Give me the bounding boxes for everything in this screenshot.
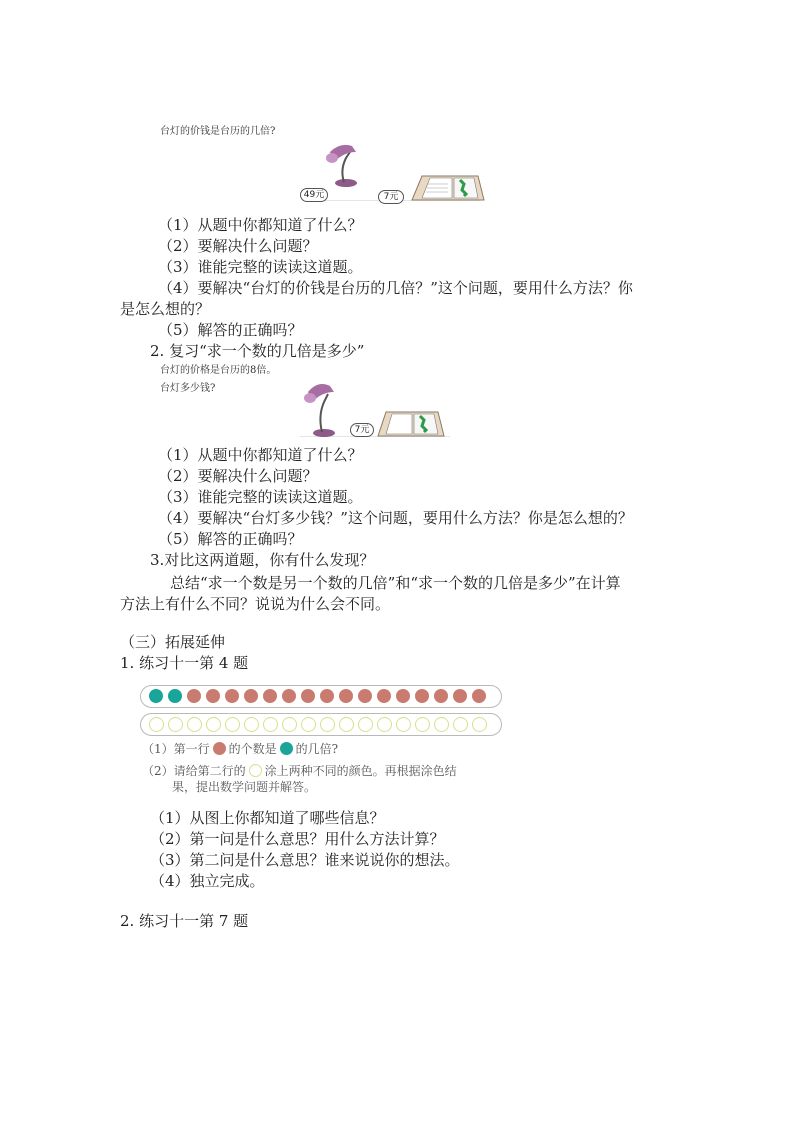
rose-bead	[415, 689, 429, 703]
empty-bead	[282, 717, 297, 732]
problem1-prompt: 台灯的价钱是台历的几倍?	[160, 126, 276, 137]
empty-bead-icon	[249, 764, 262, 777]
empty-bead	[263, 717, 278, 732]
teal-bead	[168, 689, 182, 703]
empty-bead	[453, 717, 468, 732]
question1-3: （3）谁能完整的读读这道题。	[158, 258, 363, 276]
empty-bead	[358, 717, 373, 732]
empty-bead	[225, 717, 240, 732]
question2-3: （3）谁能完整的读读这道题。	[158, 488, 363, 506]
empty-bead	[377, 717, 392, 732]
rose-bead	[282, 689, 296, 703]
question2-4: （4）要解决“台灯多少钱？”这个问题，要用什么方法？你是怎么想的？	[158, 509, 633, 527]
teal-bead	[149, 689, 163, 703]
empty-bead	[149, 717, 164, 732]
calendar-price-tag: 7元	[350, 423, 374, 437]
rose-bead	[453, 689, 467, 703]
figure-question-1-suffix: 的几倍?	[295, 742, 339, 756]
rose-bead	[206, 689, 220, 703]
calendar-icon	[408, 170, 488, 210]
empty-bead	[396, 717, 411, 732]
question3-3: （3）第二问是什么意思？谁来说说你的想法。	[150, 851, 460, 869]
figure-question-1-middle: 的个数是	[228, 742, 277, 756]
question2-1: （1）从题中你都知道了什么？	[158, 446, 363, 464]
empty-bead	[339, 717, 354, 732]
rose-bead	[472, 689, 486, 703]
empty-bead	[415, 717, 430, 732]
empty-bead	[206, 717, 221, 732]
lamp-price-tag: 49元	[300, 188, 328, 202]
exercise2-title: 2. 练习十一第 7 题	[120, 912, 249, 930]
empty-bead	[168, 717, 183, 732]
figure-question-1	[142, 740, 338, 758]
rose-bead-icon	[213, 742, 226, 755]
exercise1-title: 1. 练习十一第 4 题	[120, 654, 249, 672]
question1-1: （1）从题中你都知道了什么？	[158, 216, 363, 234]
rose-bead	[396, 689, 410, 703]
empty-bead	[187, 717, 202, 732]
figure-question-2-suffix: 涂上两种不同的颜色。再根据涂色结	[264, 764, 457, 778]
figure-question-1-prefix: （1）第一行	[142, 742, 210, 756]
question3-1: （1）从图上你都知道了哪些信息？	[150, 809, 385, 827]
rose-bead	[320, 689, 334, 703]
empty-bead	[320, 717, 335, 732]
summary-line1: 总结“求一个数是另一个数的几倍”和“求一个数的几倍是多少”在计算	[170, 574, 621, 592]
rose-bead	[377, 689, 391, 703]
calendar-icon	[376, 408, 446, 442]
problem2-prompt-line1: 台灯的价格是台历的8倍。	[160, 365, 277, 376]
question2-5: （5）解答的正确吗？	[158, 530, 303, 548]
compare-heading: 3.对比这两道题，你有什么发现？	[150, 551, 375, 569]
problem1-illustration	[300, 140, 480, 212]
rose-bead	[263, 689, 277, 703]
empty-bead	[244, 717, 259, 732]
calendar-price-tag: 7元	[378, 190, 404, 204]
section-title: （三）拓展延伸	[120, 633, 226, 651]
empty-bead	[472, 717, 487, 732]
problem2-prompt-line2: 台灯多少钱?	[160, 383, 216, 394]
question1-4-continued: 是怎么想的？	[120, 300, 211, 318]
rose-bead	[434, 689, 448, 703]
rose-bead	[225, 689, 239, 703]
problem2-illustration	[300, 376, 450, 442]
question3-2: （2）第一问是什么意思？用什么方法计算？	[150, 830, 445, 848]
question1-5: （5）解答的正确吗？	[158, 321, 303, 339]
rose-bead	[358, 689, 372, 703]
rose-bead	[301, 689, 315, 703]
figure-question-2-prefix: （2）请给第二行的	[142, 764, 246, 778]
teal-bead-icon	[280, 742, 293, 755]
review-heading: 2. 复习“求一个数的几倍是多少”	[150, 342, 365, 360]
bead-row-2	[140, 713, 502, 736]
figure-question-2-line2: 果，提出数学问题并解答。	[172, 780, 317, 794]
rose-bead	[187, 689, 201, 703]
question1-4: （4）要解决“台灯的价钱是台历的几倍？”这个问题，要用什么方法？你	[158, 279, 633, 297]
empty-bead	[434, 717, 449, 732]
rose-bead	[339, 689, 353, 703]
empty-bead	[301, 717, 316, 732]
question1-2: （2）要解决什么问题？	[158, 237, 318, 255]
question2-2: （2）要解决什么问题？	[158, 467, 318, 485]
question3-4: （4）独立完成。	[150, 872, 265, 890]
summary-line2: 方法上有什么不同？说说为什么会不同。	[120, 595, 391, 613]
rose-bead	[244, 689, 258, 703]
bead-row-1	[140, 685, 502, 708]
